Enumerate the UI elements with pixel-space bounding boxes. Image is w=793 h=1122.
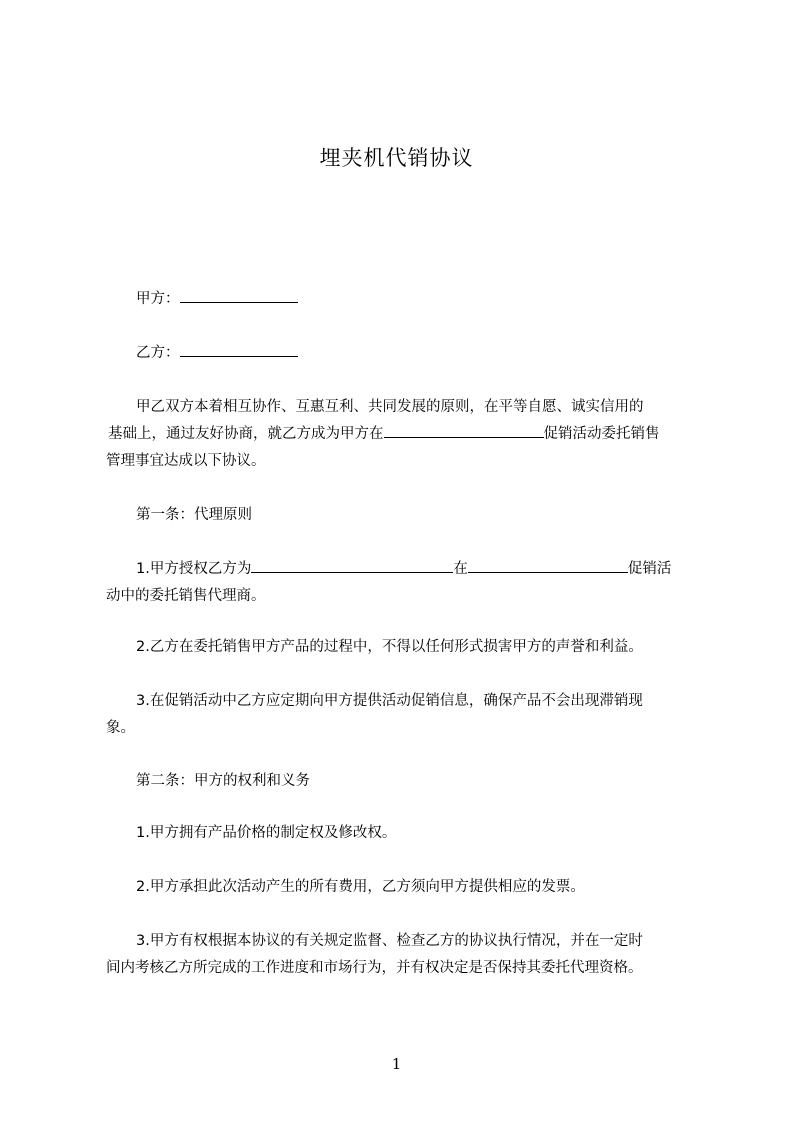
article-1-item-2 — [106, 634, 706, 661]
a1-item1-part-c: 促销活 — [627, 561, 672, 577]
article-2-item-3 — [106, 928, 706, 982]
article-2-heading-text: 第二条：甲方的权利和义务 — [136, 773, 310, 789]
a2-item2-text: 2.甲方承担此次活动产生的所有费用，乙方须向甲方提供相应的发票。 — [136, 879, 585, 895]
article-2-item-1 — [106, 820, 706, 847]
article-1-heading — [106, 502, 706, 529]
intro-line-2a: 基础上，通过友好协商，就乙方成为甲方在 — [108, 426, 384, 442]
page-number: 1 — [391, 1055, 402, 1073]
article-2-heading — [106, 768, 706, 795]
article-1-item-1 — [106, 556, 706, 610]
a1-item2-text: 2.乙方在委托销售甲方产品的过程中，不得以任何形式损害甲方的声誉和利益。 — [136, 639, 643, 655]
a1-item3-line-2: 象。 — [106, 720, 135, 736]
promotion-blank — [384, 423, 544, 438]
a2-item1-text: 1.甲方拥有产品价格的制定权及修改权。 — [136, 825, 397, 841]
location-blank — [468, 558, 628, 573]
a2-item3-line-2: 间内考核乙方所完成的工作进度和市场行为，并有权决定是否保持其委托代理资格。 — [106, 960, 643, 976]
article-2-item-2 — [106, 874, 706, 901]
party-b-blank — [180, 342, 298, 357]
party-a-blank — [180, 288, 298, 303]
a1-item1-part-b: 在 — [453, 561, 468, 577]
party-b-line — [106, 340, 706, 367]
intro-line-1: 甲乙双方本着相互协作、互惠互利、共同发展的原则，在平等自愿、诚实信用的 — [136, 399, 644, 415]
a1-item1-part-a: 1.甲方授权乙方为 — [136, 561, 252, 577]
intro-line-3: 管理事宜达成以下协议。 — [106, 453, 266, 469]
article-1-item-3 — [106, 688, 706, 742]
a1-item1-line-2: 动中的委托销售代理商。 — [106, 588, 266, 604]
a2-item3-line-1: 3.甲方有权根据本协议的有关规定监督、检查乙方的协议执行情况，并在一定时 — [136, 933, 643, 949]
party-a-label: 甲方： — [136, 291, 180, 307]
a1-item3-line-1: 3.在促销活动中乙方应定期向甲方提供活动促销信息，确保产品不会出现滞销现 — [136, 693, 643, 709]
intro-line-2b: 促销活动委托销售 — [543, 426, 660, 442]
document-title: 埋夹机代销协议 — [319, 146, 474, 170]
agent-name-blank — [251, 558, 453, 573]
party-a-line — [106, 286, 706, 313]
article-1-heading-text: 第一条：代理原则 — [136, 507, 252, 523]
party-b-label: 乙方： — [136, 345, 180, 361]
intro-paragraph — [106, 394, 706, 475]
